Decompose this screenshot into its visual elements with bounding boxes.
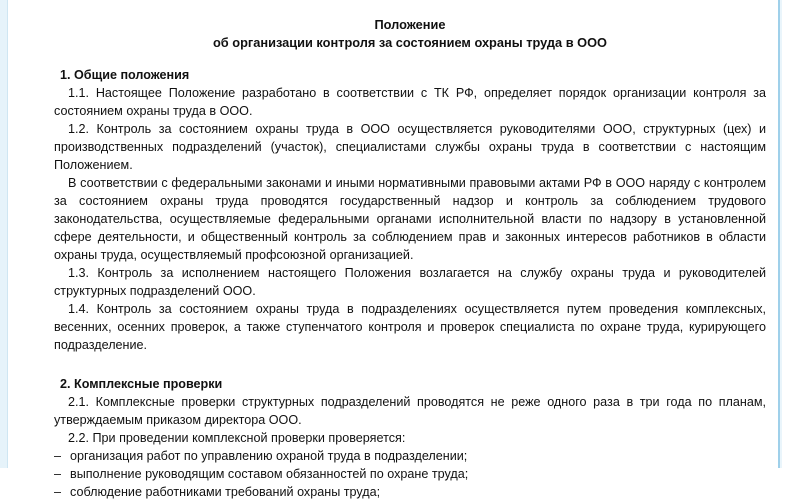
paragraph-2-2: 2.2. При проведении комплексной проверки проверяется: [68, 431, 406, 445]
bullet-dash: – [54, 485, 62, 499]
bullet-dash: – [54, 467, 62, 481]
section-spacer [54, 354, 766, 375]
bullet-dash: – [54, 449, 62, 463]
document-title-line-1: Положение [374, 17, 446, 32]
list-item [54, 447, 766, 465]
list-item [54, 465, 766, 483]
paragraph-1-2-continued: В соответствии с федеральными законами и иными нормативными правовыми актами РФ в ООО наряду с контролем за состоянием охраны труда проводятся государственный надзор и контроль за соблюдением трудового законодательства, осуществляемые федеральными органами исполнительной власти по надзору в установленной сфере деятельности, и общественный контроль за соблюдением прав и законных интересов работников в области охраны труда, осуществляемый профсоюзной организацией. [54, 176, 766, 262]
document-content [54, 16, 766, 501]
paragraph-1-1: 1.1. Настоящее Положение разработано в соответствии с ТК РФ, определяет порядок организации контроля за состоянием охраны труда в ООО. [54, 86, 766, 118]
list-item-text: организация работ по управлению охраной труда в подразделении; [70, 449, 468, 463]
paragraph-1-3: 1.3. Контроль за исполнением настоящего Положения возлагается на службу охраны труда и руководителей структурных подразделений ООО. [54, 266, 766, 298]
paragraph-1-4: 1.4. Контроль за состоянием охраны труда в подразделениях осуществляется путем проведения комплексных, весенних, осенних проверок, а также ступенчатого контроля и проверок специалиста по охране труда, курирующего подразделение. [54, 302, 766, 352]
document-title-line-2: об организации контроля за состоянием охраны труда в ООО [212, 35, 608, 50]
list-item [54, 483, 766, 501]
list-item-text: соблюдение работниками требований охраны труда; [70, 485, 381, 499]
section-heading-complex-checks: 2. Комплексные проверки [60, 377, 223, 391]
document-page [8, 0, 780, 499]
right-gutter [782, 0, 799, 468]
section-heading-general: 1. Общие положения [60, 68, 190, 82]
section-spacer [54, 52, 766, 66]
list-item-text: выполнение руководящим составом обязанностей по охране труда; [70, 467, 469, 481]
paragraph-1-2: 1.2. Контроль за состоянием охраны труда в ООО осуществляется руководителями ООО, структурных (цех) и производственных подразделений (участок), специалистами службы охраны труда в соответствии с настоящим Положением. [54, 122, 766, 172]
left-margin-strip [0, 0, 8, 468]
paragraph-2-1: 2.1. Комплексные проверки структурных подразделений проводятся не реже одного раза в три года по планам, утверждаемым приказом директора ООО. [54, 395, 766, 427]
